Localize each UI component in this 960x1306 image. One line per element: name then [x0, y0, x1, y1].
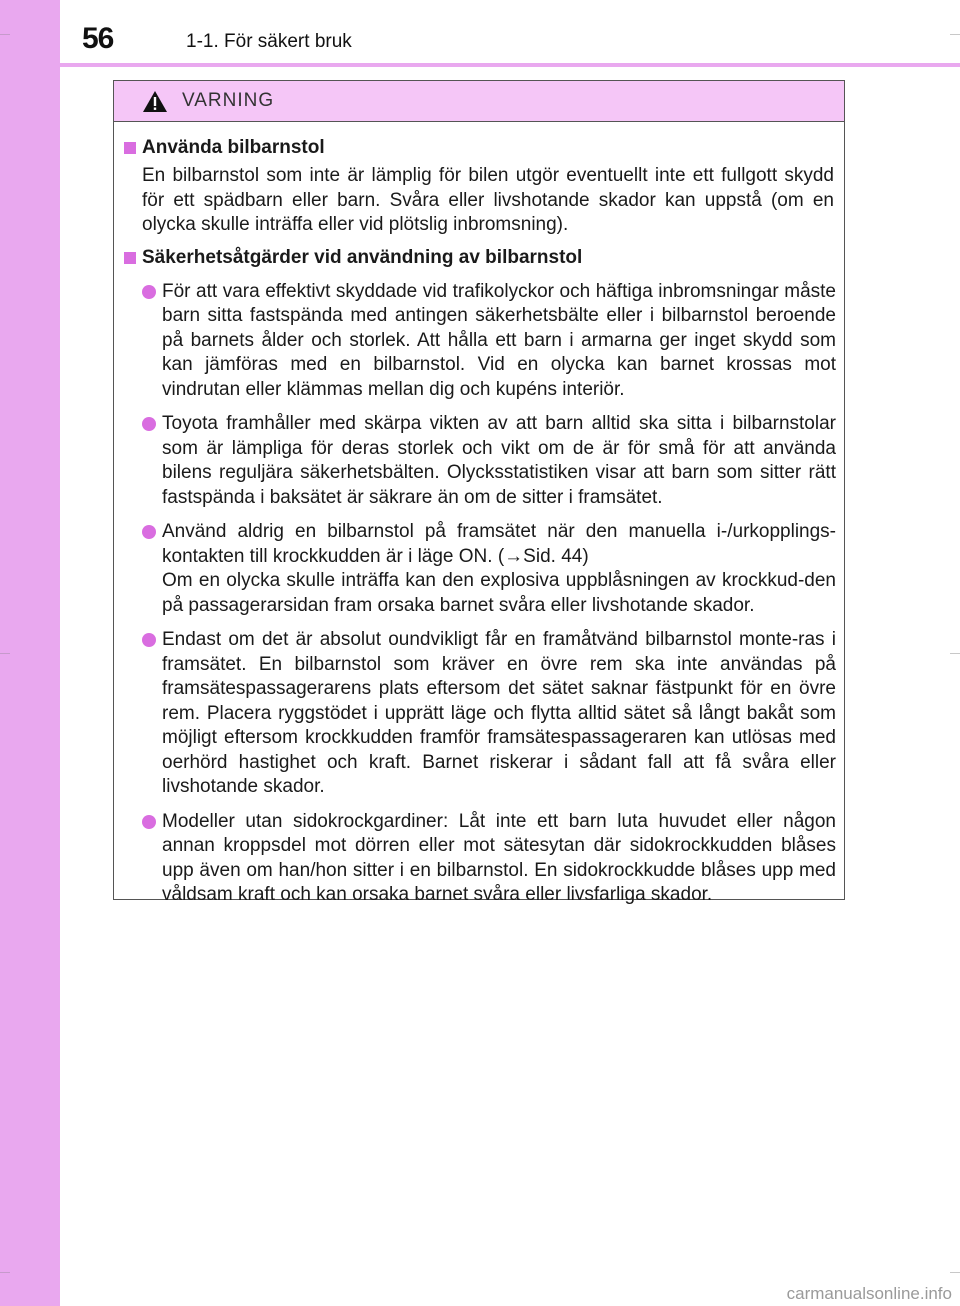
- warning-label: VARNING: [182, 90, 275, 111]
- arrow-right-icon: →: [504, 545, 524, 567]
- list-item: [142, 520, 836, 618]
- section-text: En bilbarnstol som inte är lämplig för bilen utgör eventuellt inte ett fullgott skydd för ett spädbarn eller barn. Svåra eller livshotande skador kan uppstå (om en olycka skulle inträffa eller vid plötslig inbromsning).: [142, 165, 834, 235]
- crop-mark: [0, 34, 10, 35]
- section-heading: Använda bilbarnstol: [124, 136, 836, 160]
- section-heading: Säkerhetsåtgärder vid användning av bilbarnstol: [124, 246, 836, 270]
- page-reference[interactable]: Sid. 44): [523, 545, 589, 567]
- list-item: Modeller utan sidokrockgardiner: Låt inte ett barn luta huvudet eller någon annan kroppsdel mot dörren eller mot sätesytan där sidokrockkudden blåses upp även om han/hon sitter i en bilbarnstol. En sidokrockkudde blåses upp med våldsam kraft och kan orsaka barnet svåra eller livsfarliga skador.: [142, 810, 836, 908]
- header-rule: [60, 63, 960, 67]
- crop-mark: [0, 653, 10, 654]
- warning-body: [114, 122, 844, 908]
- airbag-warning-consequence: Om en olycka skulle inträffa kan den explosiva uppblåsningen av krockkud-den på passagerarsidan fram orsaka barnet svåra eller livshotande skador.: [162, 570, 836, 616]
- list-item: För att vara effektivt skyddade vid trafikolyckor och häftiga inbromsningar måste barn sitta fastspända med antingen säkerhetsbälte eller i bilbarnstol beroende på barnets ålder och storlek. Att hålla ett barn i armarna ger inget skydd som kan jämföras med en bilbarnstol. Vid en olycka kan barnet krossas mot vindrutan eller klämmas mellan dig och kupéns interiör.: [142, 280, 836, 403]
- watermark: carmanualsonline.info: [786, 1284, 952, 1303]
- crop-mark: [950, 653, 960, 654]
- list-item: Endast om det är absolut oundvikligt får en framåtvänd bilbarnstol monte-ras i framsätet. En bilbarnstol som kräver en övre rem ska inte användas på framsätespassagerarens plats eftersom det sätet saknar fästpunkt för en övre rem. Placera ryggstödet i upprätt läge och flytta alltid sätet så långt bakåt som möjligt eftersom krockkudden framför framsätespassageraren kan utlösas med oerhörd hastighet och kraft. Barnet riskerar i sådant fall att få svåra eller livshotande skador.: [142, 628, 836, 800]
- warning-header: [114, 81, 844, 122]
- warning-triangle-icon: [142, 90, 168, 113]
- page-number: 56: [82, 22, 114, 55]
- circle-bullet-icon: [142, 285, 156, 299]
- circle-bullet-icon: [142, 815, 156, 829]
- list-item: Toyota framhåller med skärpa vikten av att barn alltid ska sitta i bilbarnstolar som är lämpliga för deras storlek och vikt om de är för små för att använda bilens reguljära säkerhetsbälten. Olycksstatistiken visar att barn som sitter rätt fastspända i baksätet är säkrare än om de sitter i framsätet.: [142, 412, 836, 510]
- airbag-warning-text: Använd aldrig en bilbarnstol på framsätet när den manuella i-/urkopplings-kontakten till krockkudden är i läge ON. (→Sid. 44): [162, 521, 836, 567]
- crop-mark: [0, 1272, 10, 1273]
- circle-bullet-icon: [142, 525, 156, 539]
- circle-bullet-icon: [142, 633, 156, 647]
- section-title: 1-1. För säkert bruk: [186, 31, 352, 52]
- circle-bullet-icon: [142, 417, 156, 431]
- square-bullet-icon: [124, 142, 136, 154]
- crop-mark: [950, 1272, 960, 1273]
- warning-box: [113, 80, 845, 905]
- square-bullet-icon: [124, 252, 136, 264]
- crop-mark: [950, 34, 960, 35]
